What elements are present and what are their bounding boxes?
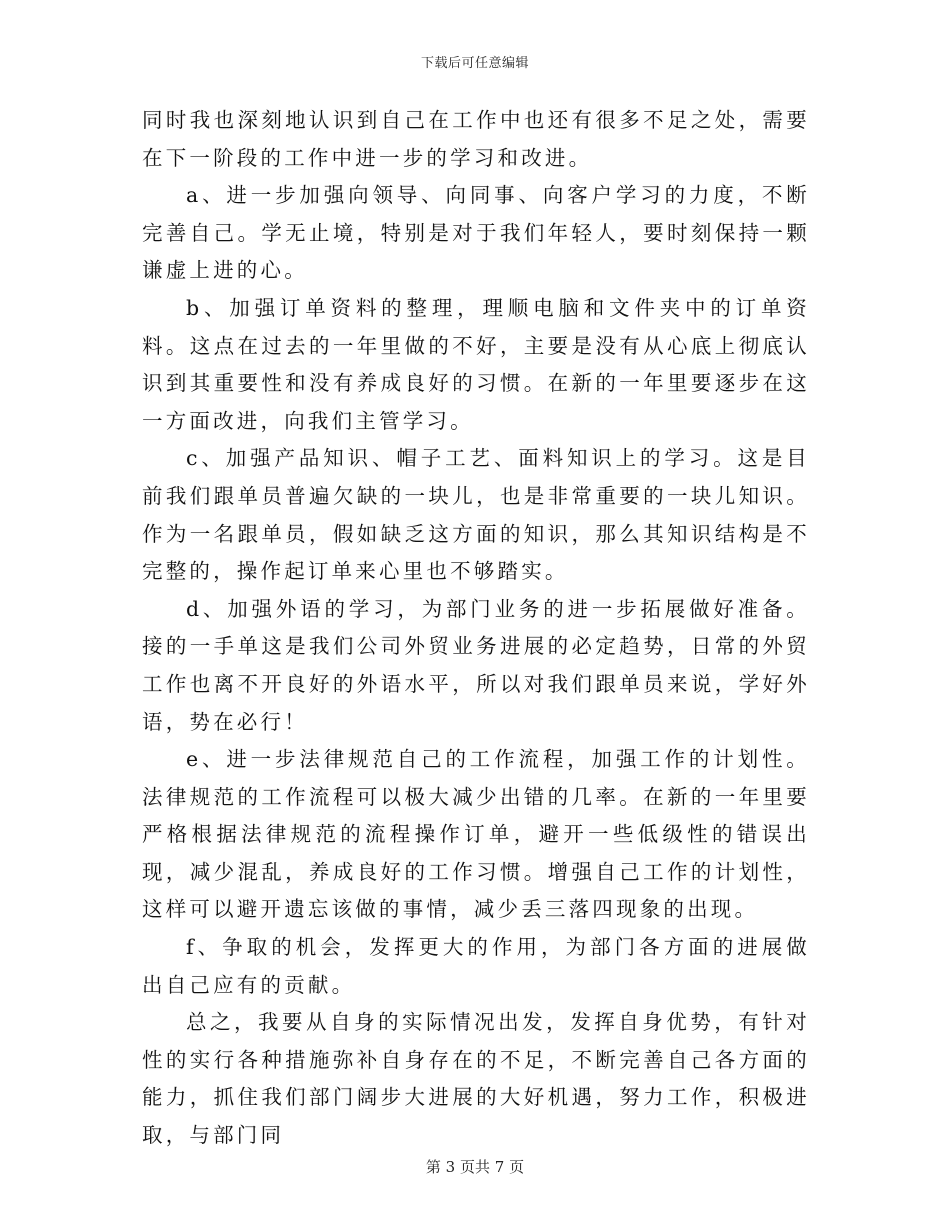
paragraph-intro: 同时我也深刻地认识到自己在工作中也还有很多不足之处，需要在下一阶段的工作中进一步的学习和改进。 bbox=[142, 108, 810, 170]
paragraph-summary: 总之，我要从自身的实际情况出发，发挥自身优势，有针对性的实行各种措施弥补自身存在的不足，不断完善自己各方面的能力，抓住我们部门阔步大进展的大好机遇，努力工作，积极进取，与部门同 bbox=[142, 1010, 810, 1148]
paragraph-item-d: d、加强外语的学习，为部门业务的进一步拓展做好准备。接的一手单这是我们公司外贸业务进展的必定趋势，日常的外贸工作也离不开良好的外语水平，所以对我们跟单员来说，学好外语，势在必行！ bbox=[142, 596, 810, 734]
page-number: 第 3 页共 7 页 bbox=[425, 1158, 525, 1176]
page-header: 下载后可任意编辑 bbox=[420, 56, 529, 71]
paragraph-item-f: f、争取的机会，发挥更大的作用，为部门各方面的进展做出自己应有的贡献。 bbox=[142, 935, 810, 997]
document-body bbox=[142, 102, 810, 1155]
paragraph-item-e: e、进一步法律规范自己的工作流程，加强工作的计划性。法律规范的工作流程可以极大减少出错的几率。在新的一年里要严格根据法律规范的流程操作订单，避开一些低级性的错误出现，减少混乱，养成良好的工作习惯。增强自己工作的计划性，这样可以避开遗忘该做的事情，减少丢三落四现象的出现。 bbox=[142, 747, 810, 922]
paragraph-item-a: a、进一步加强向领导、向同事、向客户学习的力度，不断完善自己。学无止境，特别是对于我们年轻人，要时刻保持一颗谦虚上进的心。 bbox=[142, 183, 810, 283]
paragraph-item-b: b、加强订单资料的整理，理顺电脑和文件夹中的订单资料。这点在过去的一年里做的不好，主要是没有从心底上彻底认识到其重要性和没有养成良好的习惯。在新的一年里要逐步在这一方面改进，向我们主管学习。 bbox=[142, 295, 810, 433]
paragraph-item-c: c、加强产品知识、帽子工艺、面料知识上的学习。这是目前我们跟单员普遍欠缺的一块儿，也是非常重要的一块儿知识。作为一名跟单员，假如缺乏这方面的知识，那么其知识结构是不完整的，操作起订单来心里也不够踏实。 bbox=[142, 446, 810, 584]
